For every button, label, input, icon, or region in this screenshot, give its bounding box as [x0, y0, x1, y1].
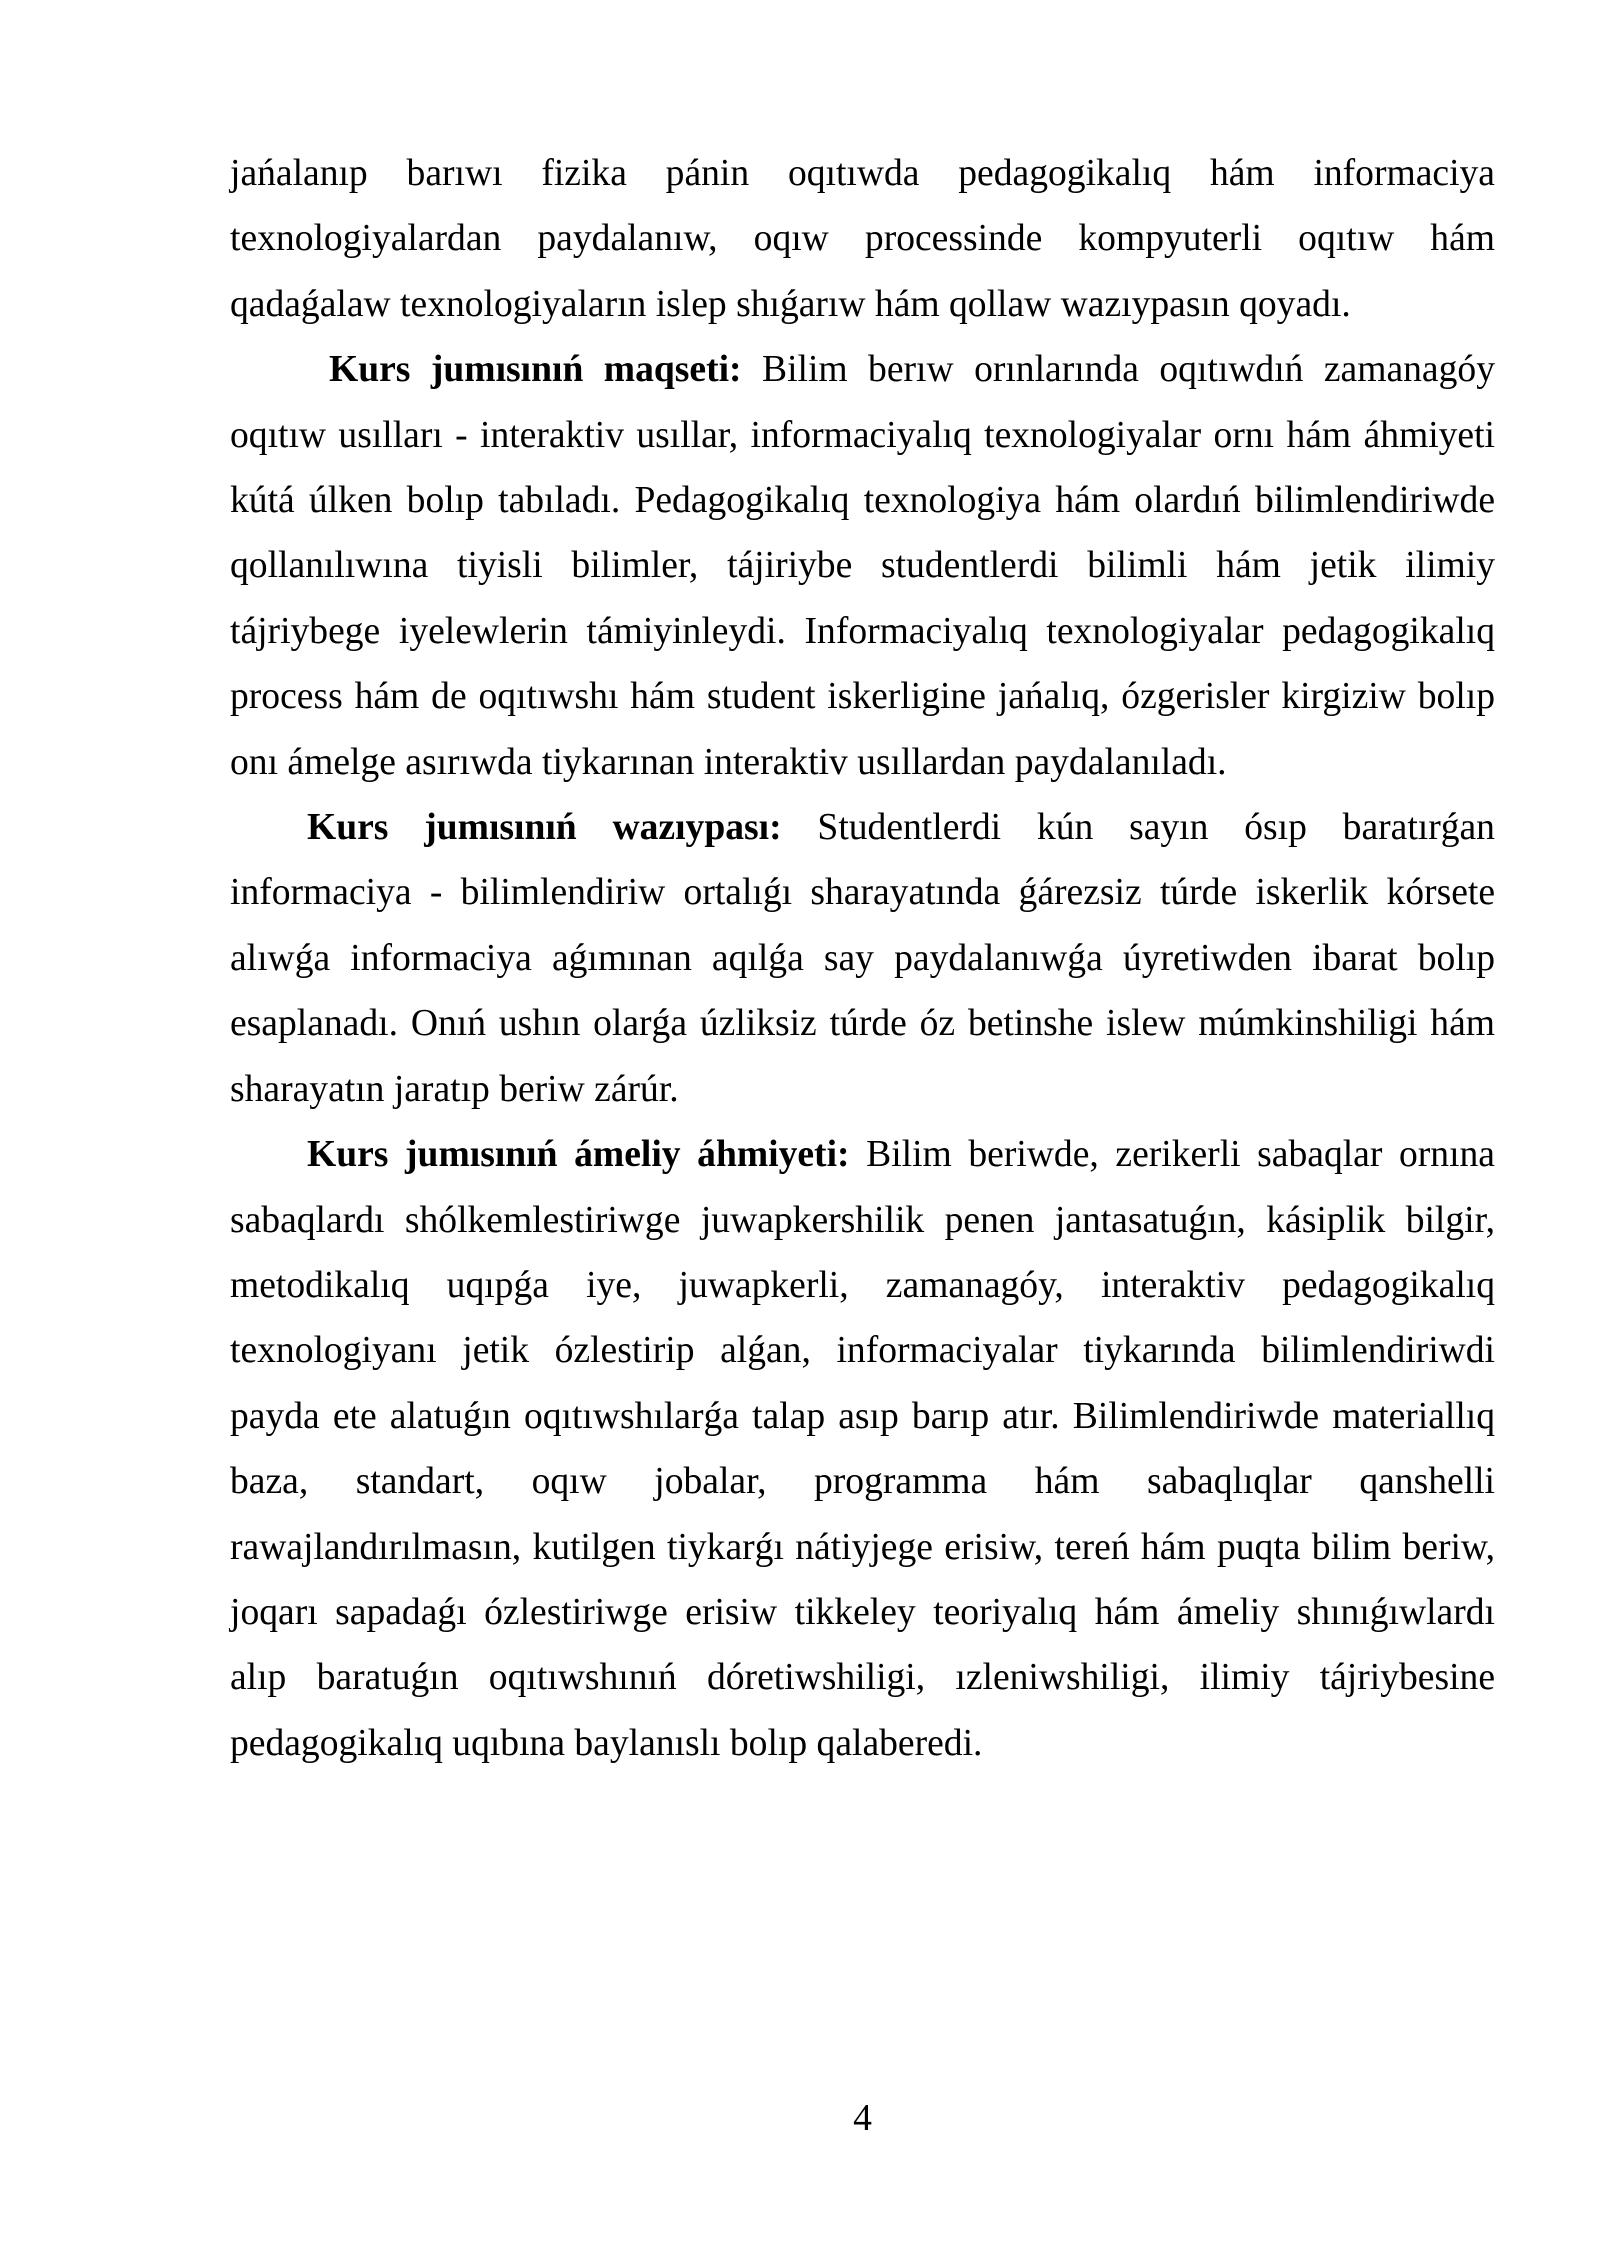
paragraph-text: jańalanıp barıwı fizika pánin oqıtıwda pedagogikalıq hám informaciya texnologiyalardan paydalanıw, oqıw processinde kompyuterli oqıtıw hám qadaǵalaw texnologiyaların islep shıǵarıw hám qollaw wazıypasın qoyadı. — [230, 153, 1495, 325]
paragraph-text: Bilim berıw orınlarında oqıtıwdıń zamanagóy oqıtıw usılları - interaktiv usıllar, informaciyalıq texnologiyalar ornı hám áhmiyeti kútá úlken bolıp tabıladı. Pedagogikalıq texnologiya hám olardıń bilimlendiriwde qollanılıwına tiyisli bilimler, tájiriybe studentlerdi bilimli hám jetik ilimiy tájriybege iyelewlerin támiyinleydi. Informaciyalıq texnologiyalar pedagogikalıq process hám de oqıtıwshı hám student iskerligine jańalıq, ózgerisler kirgiziw bolıp onı ámelge asırıwda tiykarınan interaktiv usıllardan paydalanıladı. — [230, 349, 1495, 783]
paragraph-text: Bilim beriwde, zerikerli sabaqlar ornına sabaqlardı shólkemlestiriwge juwapkershilik penen jantasatuǵın, kásiplik bilgir, metodikalıq uqıpǵa iye, juwapkerli, zamanagóy, interaktiv pedagogikalıq texnologiyanı jetik ózlestirip alǵan, informaciyalar tiykarında bilimlendiriwdi payda ete alatuǵın oqıtıwshılarǵa talap asıp barıp atır. Bilimlendiriwde materiallıq baza, standart, oqıw jobalar, programma hám sabaqlıqlar qanshelli rawajlandırılmasın, kutilgen tiykarǵı nátiyjege erisiw, tereń hám puqta bilim beriw, joqarı sapadaǵı ózlestiriwge erisiw tikkeley teoriyalıq hám ámeliy shınıǵıwlardı alıp baratuǵın oqıtıwshınıń dóretiwshiligi, ızleniwshiligi, ilimiy tájriybesine pedagogikalıq uqıbına baylanıslı bolıp qalaberedi. — [230, 1134, 1495, 1764]
paragraph-course-goal — [230, 337, 1495, 795]
paragraph-heading-goal: Kurs jumısınıń maqseti: — [329, 349, 742, 391]
body-text — [230, 141, 1495, 1776]
paragraph-heading-task: Kurs jumısınıń wazıypası: — [307, 807, 782, 849]
paragraph-text: Studentlerdi kún sayın ósıp baratırǵan informaciya - bilimlendiriw ortalıǵı sharayatında ǵárezsiz túrde iskerlik kórsete alıwǵa informaciya aǵımınan aqılǵa say paydalanıwǵa úyretiwden ibarat bolıp esaplanadı. Onıń ushın olarǵa úzliksiz túrde óz betinshe islew múmkinshiligi hám sharayatın jaratıp beriw zárúr. — [230, 807, 1495, 1110]
paragraph-heading-importance: Kurs jumısınıń ámeliy áhmiyeti: — [307, 1134, 850, 1176]
paragraph-course-task — [230, 795, 1495, 1122]
paragraph-intro-continuation — [230, 141, 1495, 337]
paragraph-practical-importance — [230, 1122, 1495, 1776]
page-number: 4 — [853, 2098, 872, 2139]
